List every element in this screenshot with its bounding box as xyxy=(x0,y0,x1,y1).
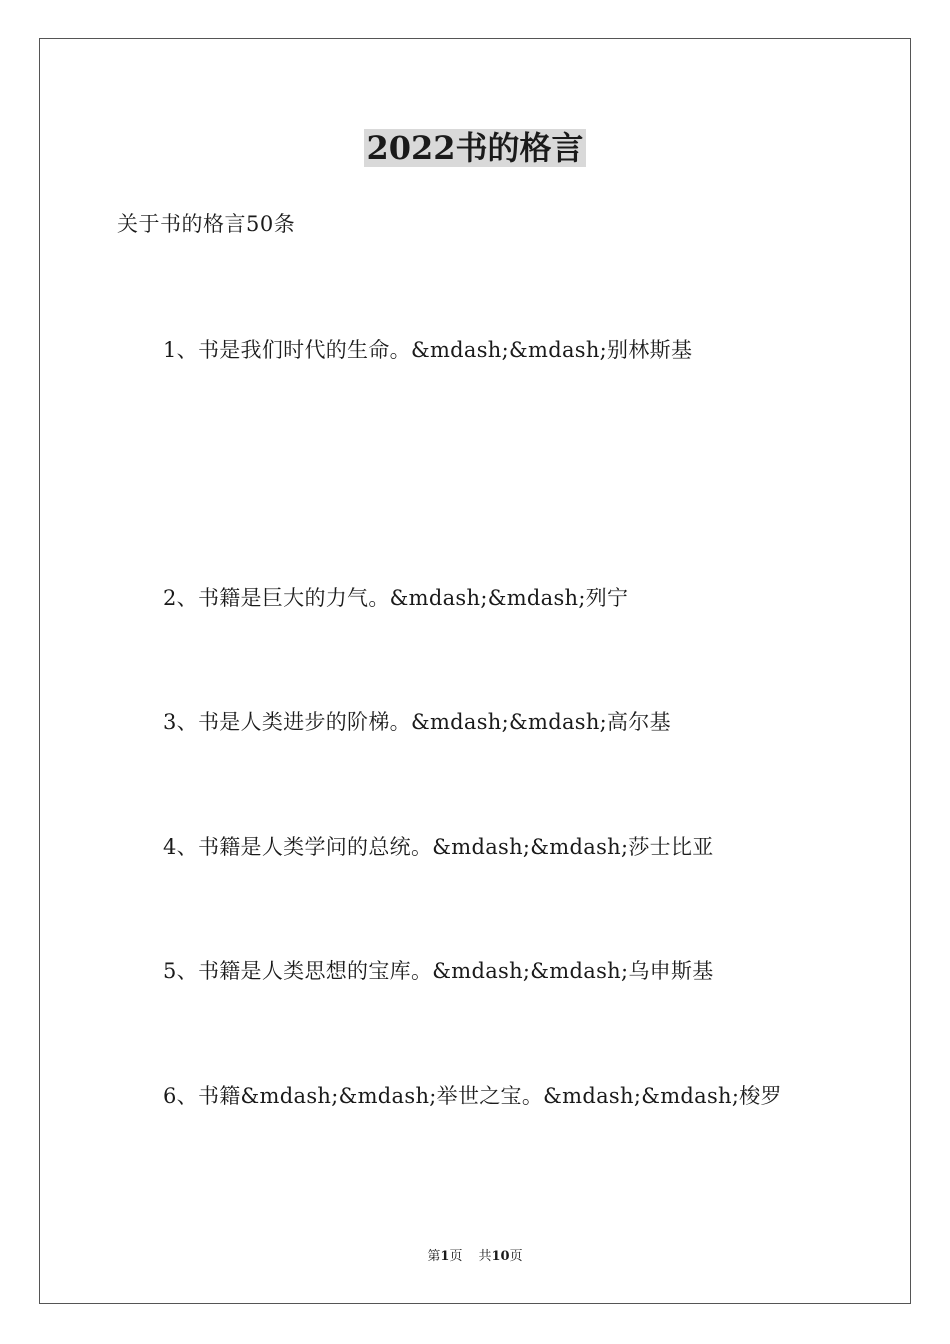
page-number: 1 xyxy=(440,1249,450,1264)
document-title-text: 2022书的格言 xyxy=(366,129,584,167)
quote-item: 4、书籍是人类学问的总统。&mdash;&mdash;莎士比亚 xyxy=(163,835,714,859)
page-prefix: 第 xyxy=(427,1249,441,1264)
total-prefix: 共 xyxy=(478,1249,492,1264)
total-suffix: 页 xyxy=(509,1249,523,1264)
document-subtitle: 关于书的格言50条 xyxy=(117,212,296,236)
quote-item: 5、书籍是人类思想的宝库。&mdash;&mdash;乌申斯基 xyxy=(163,959,714,983)
quote-item: 1、书是我们时代的生命。&mdash;&mdash;别林斯基 xyxy=(163,338,693,362)
quote-item: 2、书籍是巨大的力气。&mdash;&mdash;列宁 xyxy=(163,586,629,610)
page-suffix: 页 xyxy=(449,1249,463,1264)
quote-item: 6、书籍&mdash;&mdash;举世之宝。&mdash;&mdash;梭罗 xyxy=(163,1084,782,1108)
document-title xyxy=(0,128,950,168)
page-footer xyxy=(0,1248,950,1266)
quote-item: 3、书是人类进步的阶梯。&mdash;&mdash;高尔基 xyxy=(163,710,671,734)
total-pages: 10 xyxy=(491,1249,510,1264)
